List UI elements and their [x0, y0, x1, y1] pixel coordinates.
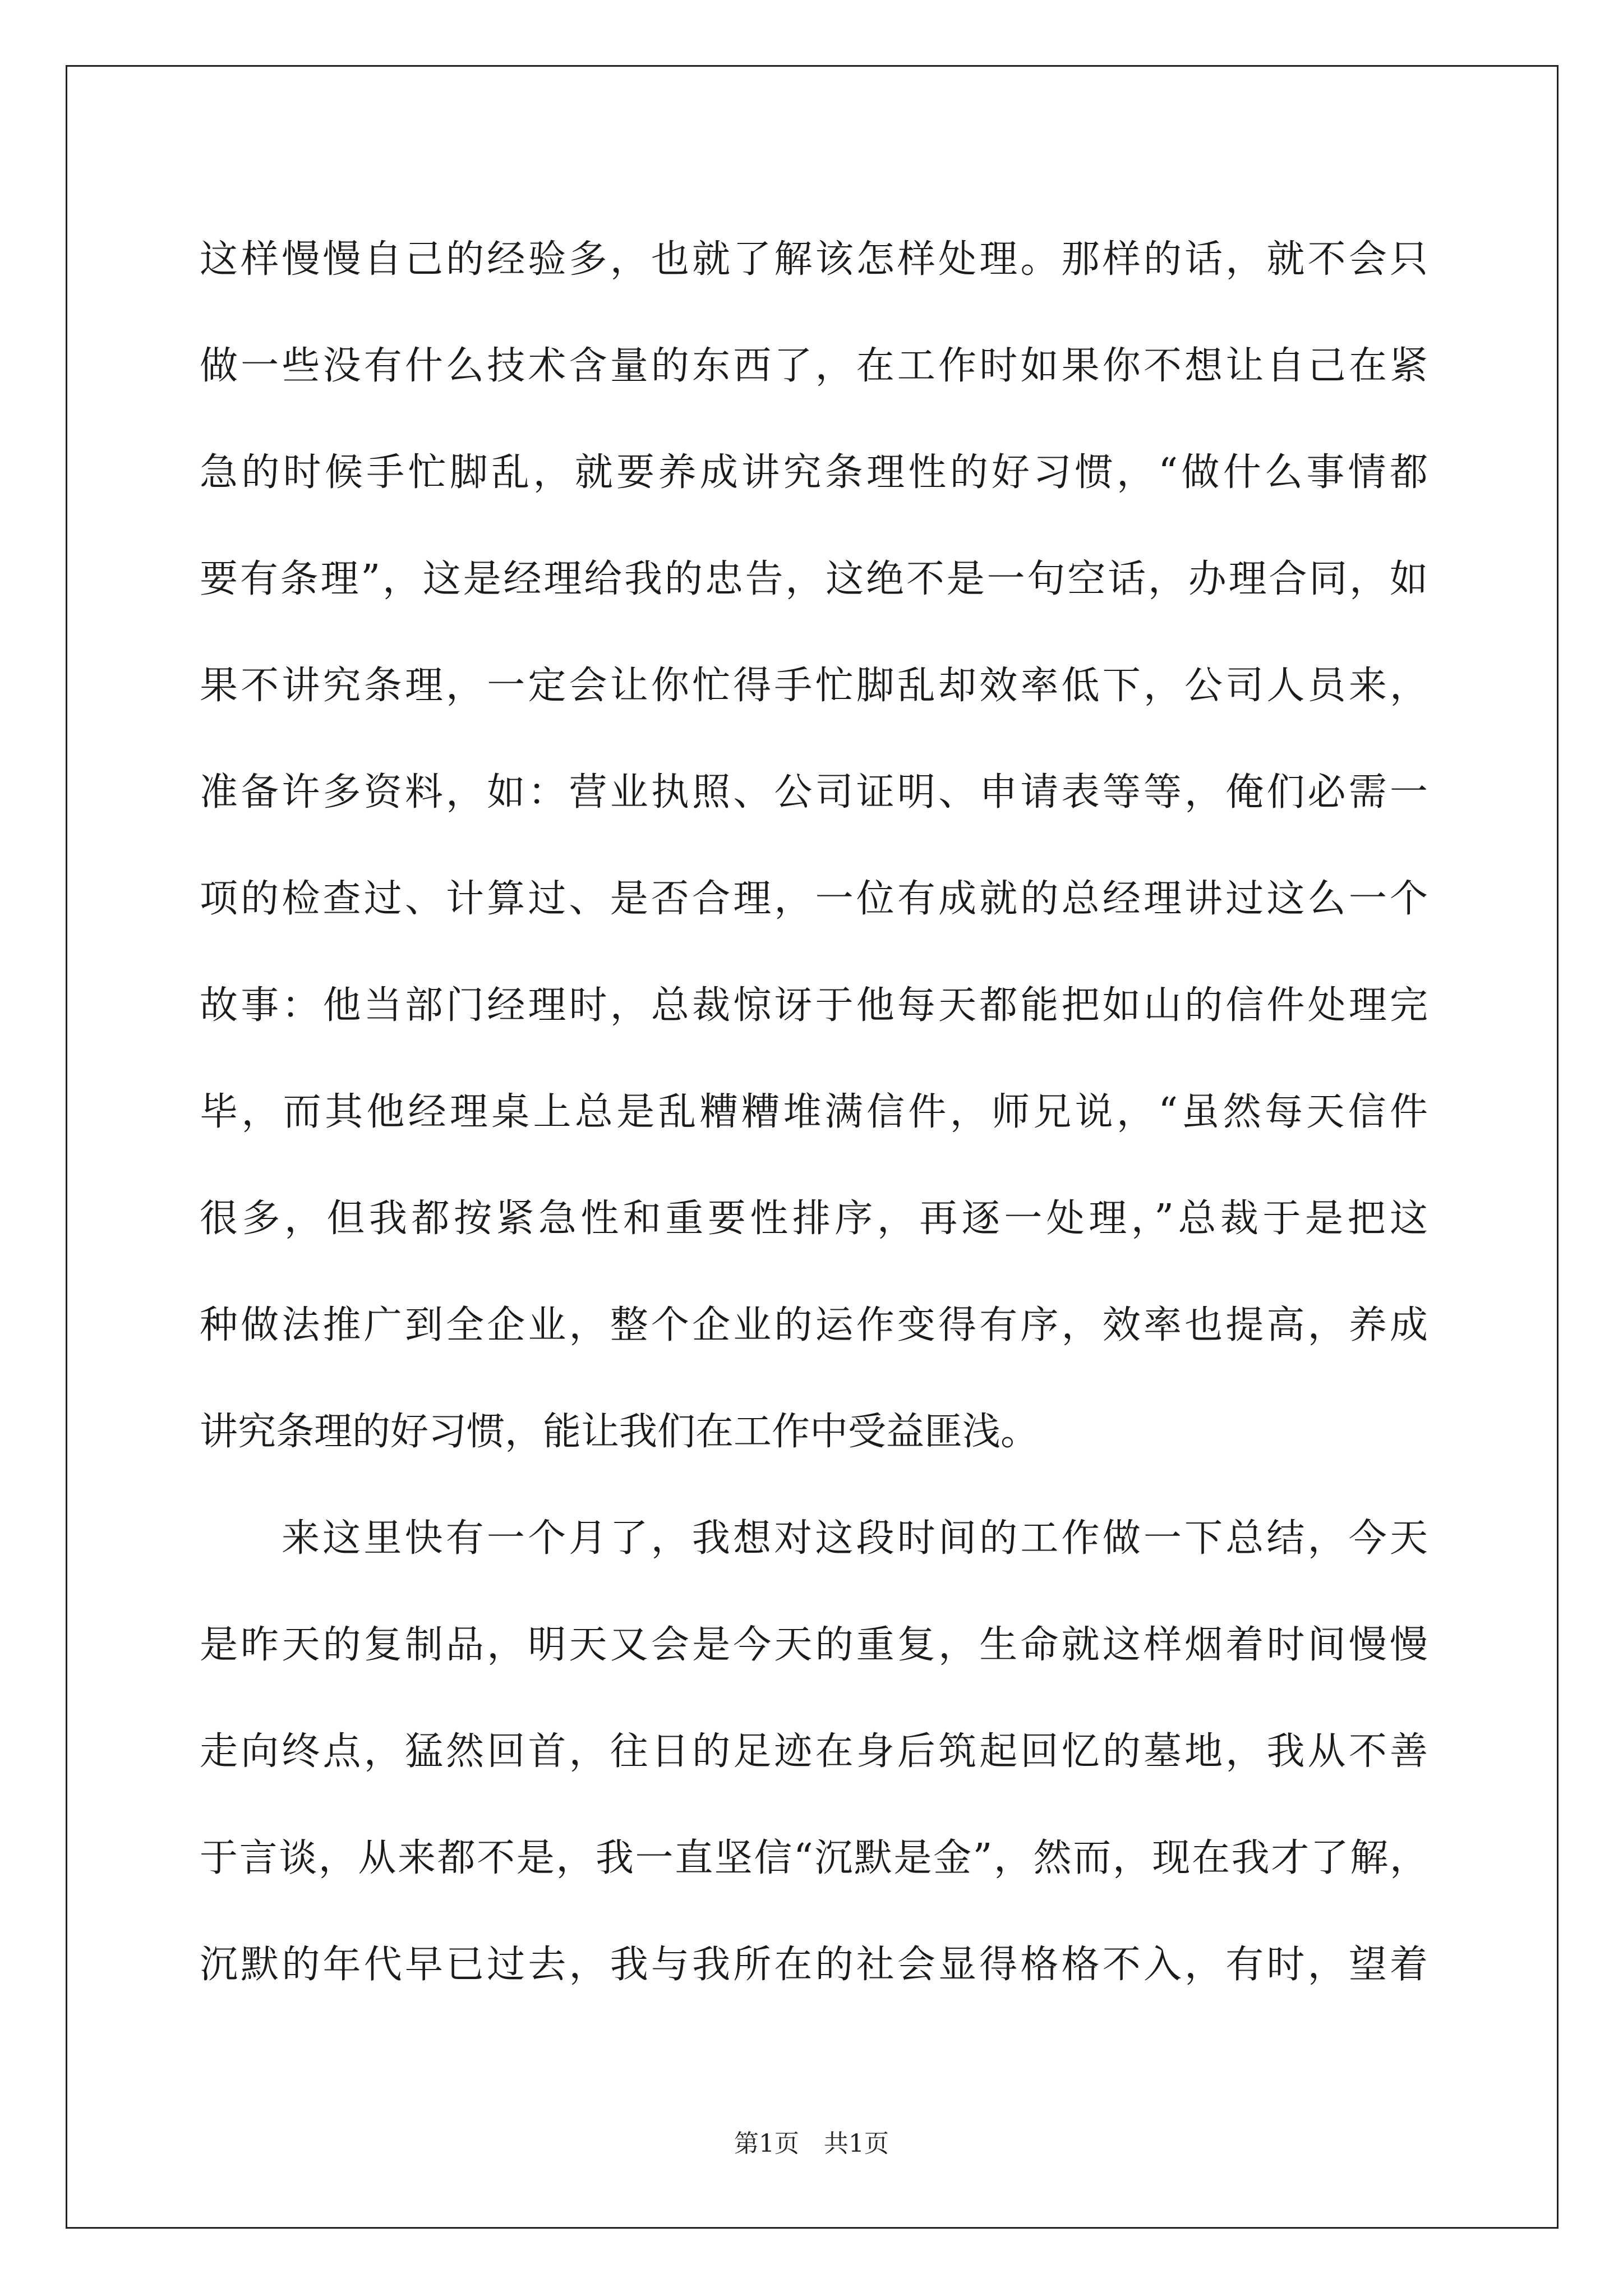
- text-line: 于言谈，从来都不是，我一直坚信“沉默是金”，然而，现在我才了解，: [200, 1836, 1428, 1880]
- text-line: 要有条理”，这是经理给我的忠告，这绝不是一句空话，办理合同，如: [200, 557, 1428, 601]
- text-line: 这样慢慢自己的经验多，也就了解该怎样处理。那样的话，就不会只: [200, 237, 1428, 282]
- page-number: 第1页: [734, 2129, 799, 2158]
- text-line: 是昨天的复制品，明天又会是今天的重复，生命就这样烟着时间慢慢: [200, 1623, 1428, 1667]
- paragraph-end-line: 讲究条理的好习惯，能让我们在工作中受益匪浅。: [200, 1410, 1039, 1454]
- text-line: 准备许多资料，如：营业执照、公司证明、申请表等等，俺们必需一: [200, 770, 1428, 815]
- text-line: 急的时候手忙脚乱，就要养成讲究条理性的好习惯，“做什么事情都: [200, 450, 1428, 495]
- text-line: 很多，但我都按紧急性和重要性排序，再逐一处理，”总裁于是把这: [200, 1197, 1428, 1241]
- text-line: 走向终点，猛然回首，往日的足迹在身后筑起回忆的墓地，我从不善: [200, 1729, 1428, 1774]
- document-body: [200, 206, 1428, 2018]
- text-line: 毕，而其他经理桌上总是乱糟糟堆满信件，师兄说，“虽然每天信件: [200, 1090, 1428, 1134]
- paragraph-start-line: 来这里快有一个月了，我想对这段时间的工作做一下总结，今天: [282, 1516, 1428, 1561]
- text-line: 种做法推广到全企业，整个企业的运作变得有序，效率也提高，养成: [200, 1303, 1428, 1347]
- text-line: 沉默的年代早已过去，我与我所在的社会显得格格不入，有时，望着: [200, 1943, 1428, 1987]
- text-line: 项的检查过、计算过、是否合理，一位有成就的总经理讲过这么一个: [200, 877, 1428, 921]
- page-footer: [0, 2127, 1623, 2161]
- text-line: 做一些没有什么技术含量的东西了，在工作时如果你不想让自己在紧: [200, 344, 1428, 388]
- page-total: 共1页: [824, 2129, 889, 2158]
- text-line: 故事：他当部门经理时，总裁惊讶于他每天都能把如山的信件处理完: [200, 983, 1428, 1028]
- text-line: 果不讲究条理，一定会让你忙得手忙脚乱却效率低下，公司人员来，: [200, 664, 1428, 708]
